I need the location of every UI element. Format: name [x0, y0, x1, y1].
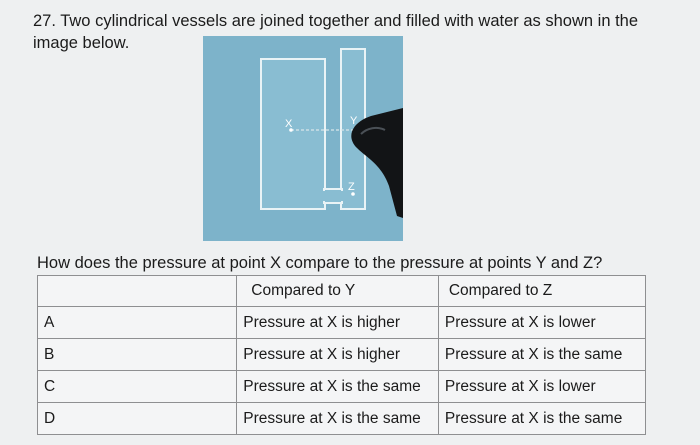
option-letter: D: [38, 403, 237, 435]
label-z: Z: [348, 181, 355, 193]
option-compared-to-y: Pressure at X is the same: [237, 403, 439, 435]
table-header-row: [38, 276, 646, 307]
tube-fill: [322, 191, 344, 201]
header-compared-to-z: Compared to Z: [438, 276, 645, 307]
option-compared-to-y: Pressure at X is higher: [237, 307, 439, 339]
header-compared-to-y: Compared to Y: [237, 276, 439, 307]
option-compared-to-z: Pressure at X is the same: [438, 339, 645, 371]
option-compared-to-z: Pressure at X is the same: [438, 403, 645, 435]
option-compared-to-z: Pressure at X is lower: [438, 371, 645, 403]
table-row-b[interactable]: [38, 339, 646, 371]
question-prompt: How does the pressure at point X compare to the pressure at points Y and Z?: [37, 254, 603, 272]
header-cell-empty: [38, 276, 237, 307]
table-row-c[interactable]: [38, 371, 646, 403]
vessels-figure: [203, 36, 403, 241]
option-compared-to-z: Pressure at X is lower: [438, 307, 645, 339]
label-y: Y: [350, 115, 358, 127]
answer-table: [37, 275, 646, 435]
option-letter: A: [38, 307, 237, 339]
vessels-diagram: [203, 36, 403, 241]
label-x: X: [285, 118, 293, 130]
question-text: 27. Two cylindrical vessels are joined together and filled with water as shown in the image below.: [33, 12, 639, 52]
option-letter: B: [38, 339, 237, 371]
option-compared-to-y: Pressure at X is the same: [237, 371, 439, 403]
table-row-d[interactable]: [38, 403, 646, 435]
option-letter: C: [38, 371, 237, 403]
left-vessel: [261, 59, 325, 209]
option-compared-to-y: Pressure at X is higher: [237, 339, 439, 371]
table-row-a[interactable]: [38, 307, 646, 339]
